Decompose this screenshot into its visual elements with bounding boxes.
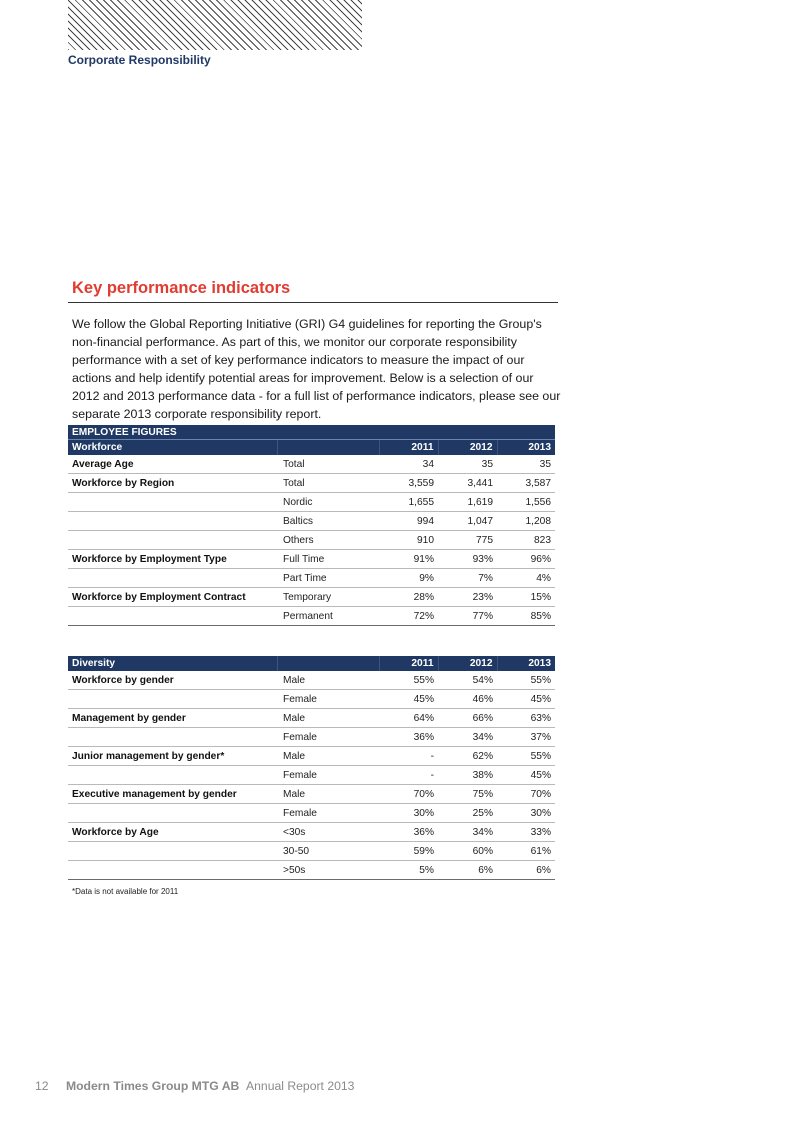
value-2012: 1,619 — [438, 493, 497, 512]
category-cell: Female — [277, 766, 379, 785]
value-2013: 6% — [497, 861, 555, 880]
value-2012: 38% — [438, 766, 497, 785]
value-2013: 3,587 — [497, 474, 555, 493]
employee-figures-title: EMPLOYEE FIGURES — [68, 425, 555, 440]
value-2012: 25% — [438, 804, 497, 823]
category-cell: 30-50 — [277, 842, 379, 861]
value-2013: 45% — [497, 766, 555, 785]
metric-cell: Management by gender — [68, 709, 277, 728]
diversity-table — [68, 656, 555, 880]
metric-cell: Executive management by gender — [68, 785, 277, 804]
col-header-sub — [277, 440, 379, 456]
value-2012: 34% — [438, 728, 497, 747]
category-cell: Female — [277, 690, 379, 709]
table-row — [68, 531, 555, 550]
table-row — [68, 671, 555, 690]
metric-cell — [68, 842, 277, 861]
value-2012: 7% — [438, 569, 497, 588]
table-row — [68, 785, 555, 804]
value-2013: 61% — [497, 842, 555, 861]
metric-cell: Workforce by Age — [68, 823, 277, 842]
category-cell: Female — [277, 804, 379, 823]
metric-cell — [68, 531, 277, 550]
category-cell: Baltics — [277, 512, 379, 531]
table-row — [68, 607, 555, 626]
value-2011: - — [379, 747, 438, 766]
metric-cell — [68, 607, 277, 626]
value-2012: 3,441 — [438, 474, 497, 493]
table-row — [68, 804, 555, 823]
kpi-heading: Key performance indicators — [72, 279, 291, 297]
table-row — [68, 861, 555, 880]
col-header-2011: 2011 — [379, 656, 438, 671]
value-2012: 1,047 — [438, 512, 497, 531]
value-2011: 9% — [379, 569, 438, 588]
diversity-table-body — [68, 671, 555, 880]
value-2013: 37% — [497, 728, 555, 747]
value-2013: 4% — [497, 569, 555, 588]
table-row — [68, 569, 555, 588]
value-2012: 93% — [438, 550, 497, 569]
value-2013: 823 — [497, 531, 555, 550]
category-cell: Nordic — [277, 493, 379, 512]
col-header-2013: 2013 — [497, 656, 555, 671]
table-header-row — [68, 656, 555, 671]
value-2012: 46% — [438, 690, 497, 709]
value-2011: 1,655 — [379, 493, 438, 512]
category-cell: Male — [277, 671, 379, 690]
employee-table-body — [68, 455, 555, 626]
metric-cell: Average Age — [68, 455, 277, 474]
table-row — [68, 823, 555, 842]
table-row — [68, 474, 555, 493]
value-2011: 55% — [379, 671, 438, 690]
value-2013: 55% — [497, 671, 555, 690]
col-header-sub — [277, 656, 379, 671]
value-2012: 62% — [438, 747, 497, 766]
value-2011: 34 — [379, 455, 438, 474]
value-2011: 3,559 — [379, 474, 438, 493]
table-row — [68, 588, 555, 607]
metric-cell: Workforce by gender — [68, 671, 277, 690]
value-2013: 45% — [497, 690, 555, 709]
value-2012: 23% — [438, 588, 497, 607]
value-2012: 35 — [438, 455, 497, 474]
value-2011: 994 — [379, 512, 438, 531]
category-cell: <30s — [277, 823, 379, 842]
metric-cell: Workforce by Region — [68, 474, 277, 493]
value-2013: 1,556 — [497, 493, 555, 512]
metric-cell: Junior management by gender* — [68, 747, 277, 766]
table-row — [68, 512, 555, 531]
value-2011: 91% — [379, 550, 438, 569]
category-cell: Temporary — [277, 588, 379, 607]
table-row — [68, 550, 555, 569]
metric-cell — [68, 512, 277, 531]
value-2011: 910 — [379, 531, 438, 550]
table-super-header — [68, 425, 555, 440]
value-2012: 60% — [438, 842, 497, 861]
category-cell: Female — [277, 728, 379, 747]
value-2013: 1,208 — [497, 512, 555, 531]
col-header-2012: 2012 — [438, 656, 497, 671]
value-2013: 96% — [497, 550, 555, 569]
table-row — [68, 747, 555, 766]
value-2013: 15% — [497, 588, 555, 607]
value-2012: 775 — [438, 531, 497, 550]
company-name: Modern Times Group MTG AB — [65, 1079, 240, 1093]
category-cell: Permanent — [277, 607, 379, 626]
col-header-category: Diversity — [68, 656, 277, 671]
value-2013: 30% — [497, 804, 555, 823]
table-header-row — [68, 440, 555, 456]
footnote: *Data is not available for 2011 — [72, 887, 179, 896]
col-header-category: Workforce — [68, 440, 277, 456]
metric-cell — [68, 861, 277, 880]
value-2013: 63% — [497, 709, 555, 728]
heading-divider — [68, 302, 558, 303]
value-2013: 70% — [497, 785, 555, 804]
category-cell: >50s — [277, 861, 379, 880]
intro-text: We follow the Global Reporting Initiative (GRI) G4 guidelines for reporting the Group's non-financial performance. As part of this, we monitor our corporate responsibility performance with a set of key performance indicators to measure the impact of our actions and help identify potential areas for improvement. Below is a selection of our 2012 and 2013 performance data - for a full list of performance indicators, please see our separate 2013 corporate responsibility report. — [72, 317, 561, 421]
metric-cell — [68, 690, 277, 709]
metric-cell — [68, 493, 277, 512]
category-cell: Male — [277, 709, 379, 728]
header-hatch-pattern — [68, 0, 362, 50]
metric-cell — [68, 804, 277, 823]
category-cell: Total — [277, 474, 379, 493]
value-2011: 45% — [379, 690, 438, 709]
page-footer — [35, 1079, 354, 1093]
table-row — [68, 493, 555, 512]
category-cell: Male — [277, 785, 379, 804]
category-cell: Total — [277, 455, 379, 474]
value-2011: 36% — [379, 728, 438, 747]
report-name: Annual Report 2013 — [246, 1079, 355, 1093]
metric-cell — [68, 569, 277, 588]
value-2012: 75% — [438, 785, 497, 804]
page-number: 12 — [35, 1079, 49, 1093]
value-2012: 34% — [438, 823, 497, 842]
value-2011: 72% — [379, 607, 438, 626]
col-header-2011: 2011 — [379, 440, 438, 456]
table-row — [68, 728, 555, 747]
value-2011: - — [379, 766, 438, 785]
col-header-2013: 2013 — [497, 440, 555, 456]
table-row — [68, 766, 555, 785]
value-2011: 36% — [379, 823, 438, 842]
value-2011: 30% — [379, 804, 438, 823]
metric-cell: Workforce by Employment Type — [68, 550, 277, 569]
col-header-2012: 2012 — [438, 440, 497, 456]
category-cell: Full Time — [277, 550, 379, 569]
table-row — [68, 842, 555, 861]
value-2012: 6% — [438, 861, 497, 880]
intro-paragraph — [72, 315, 562, 423]
section-label: Corporate Responsibility — [68, 53, 211, 67]
table-row — [68, 690, 555, 709]
value-2011: 5% — [379, 861, 438, 880]
table-row — [68, 455, 555, 474]
metric-cell — [68, 728, 277, 747]
value-2011: 59% — [379, 842, 438, 861]
value-2011: 28% — [379, 588, 438, 607]
value-2013: 85% — [497, 607, 555, 626]
category-cell: Part Time — [277, 569, 379, 588]
value-2011: 64% — [379, 709, 438, 728]
value-2012: 77% — [438, 607, 497, 626]
value-2013: 55% — [497, 747, 555, 766]
value-2012: 54% — [438, 671, 497, 690]
value-2013: 33% — [497, 823, 555, 842]
category-cell: Others — [277, 531, 379, 550]
value-2011: 70% — [379, 785, 438, 804]
metric-cell — [68, 766, 277, 785]
value-2013: 35 — [497, 455, 555, 474]
employee-figures-table — [68, 425, 555, 626]
value-2012: 66% — [438, 709, 497, 728]
category-cell: Male — [277, 747, 379, 766]
metric-cell: Workforce by Employment Contract — [68, 588, 277, 607]
table-row — [68, 709, 555, 728]
